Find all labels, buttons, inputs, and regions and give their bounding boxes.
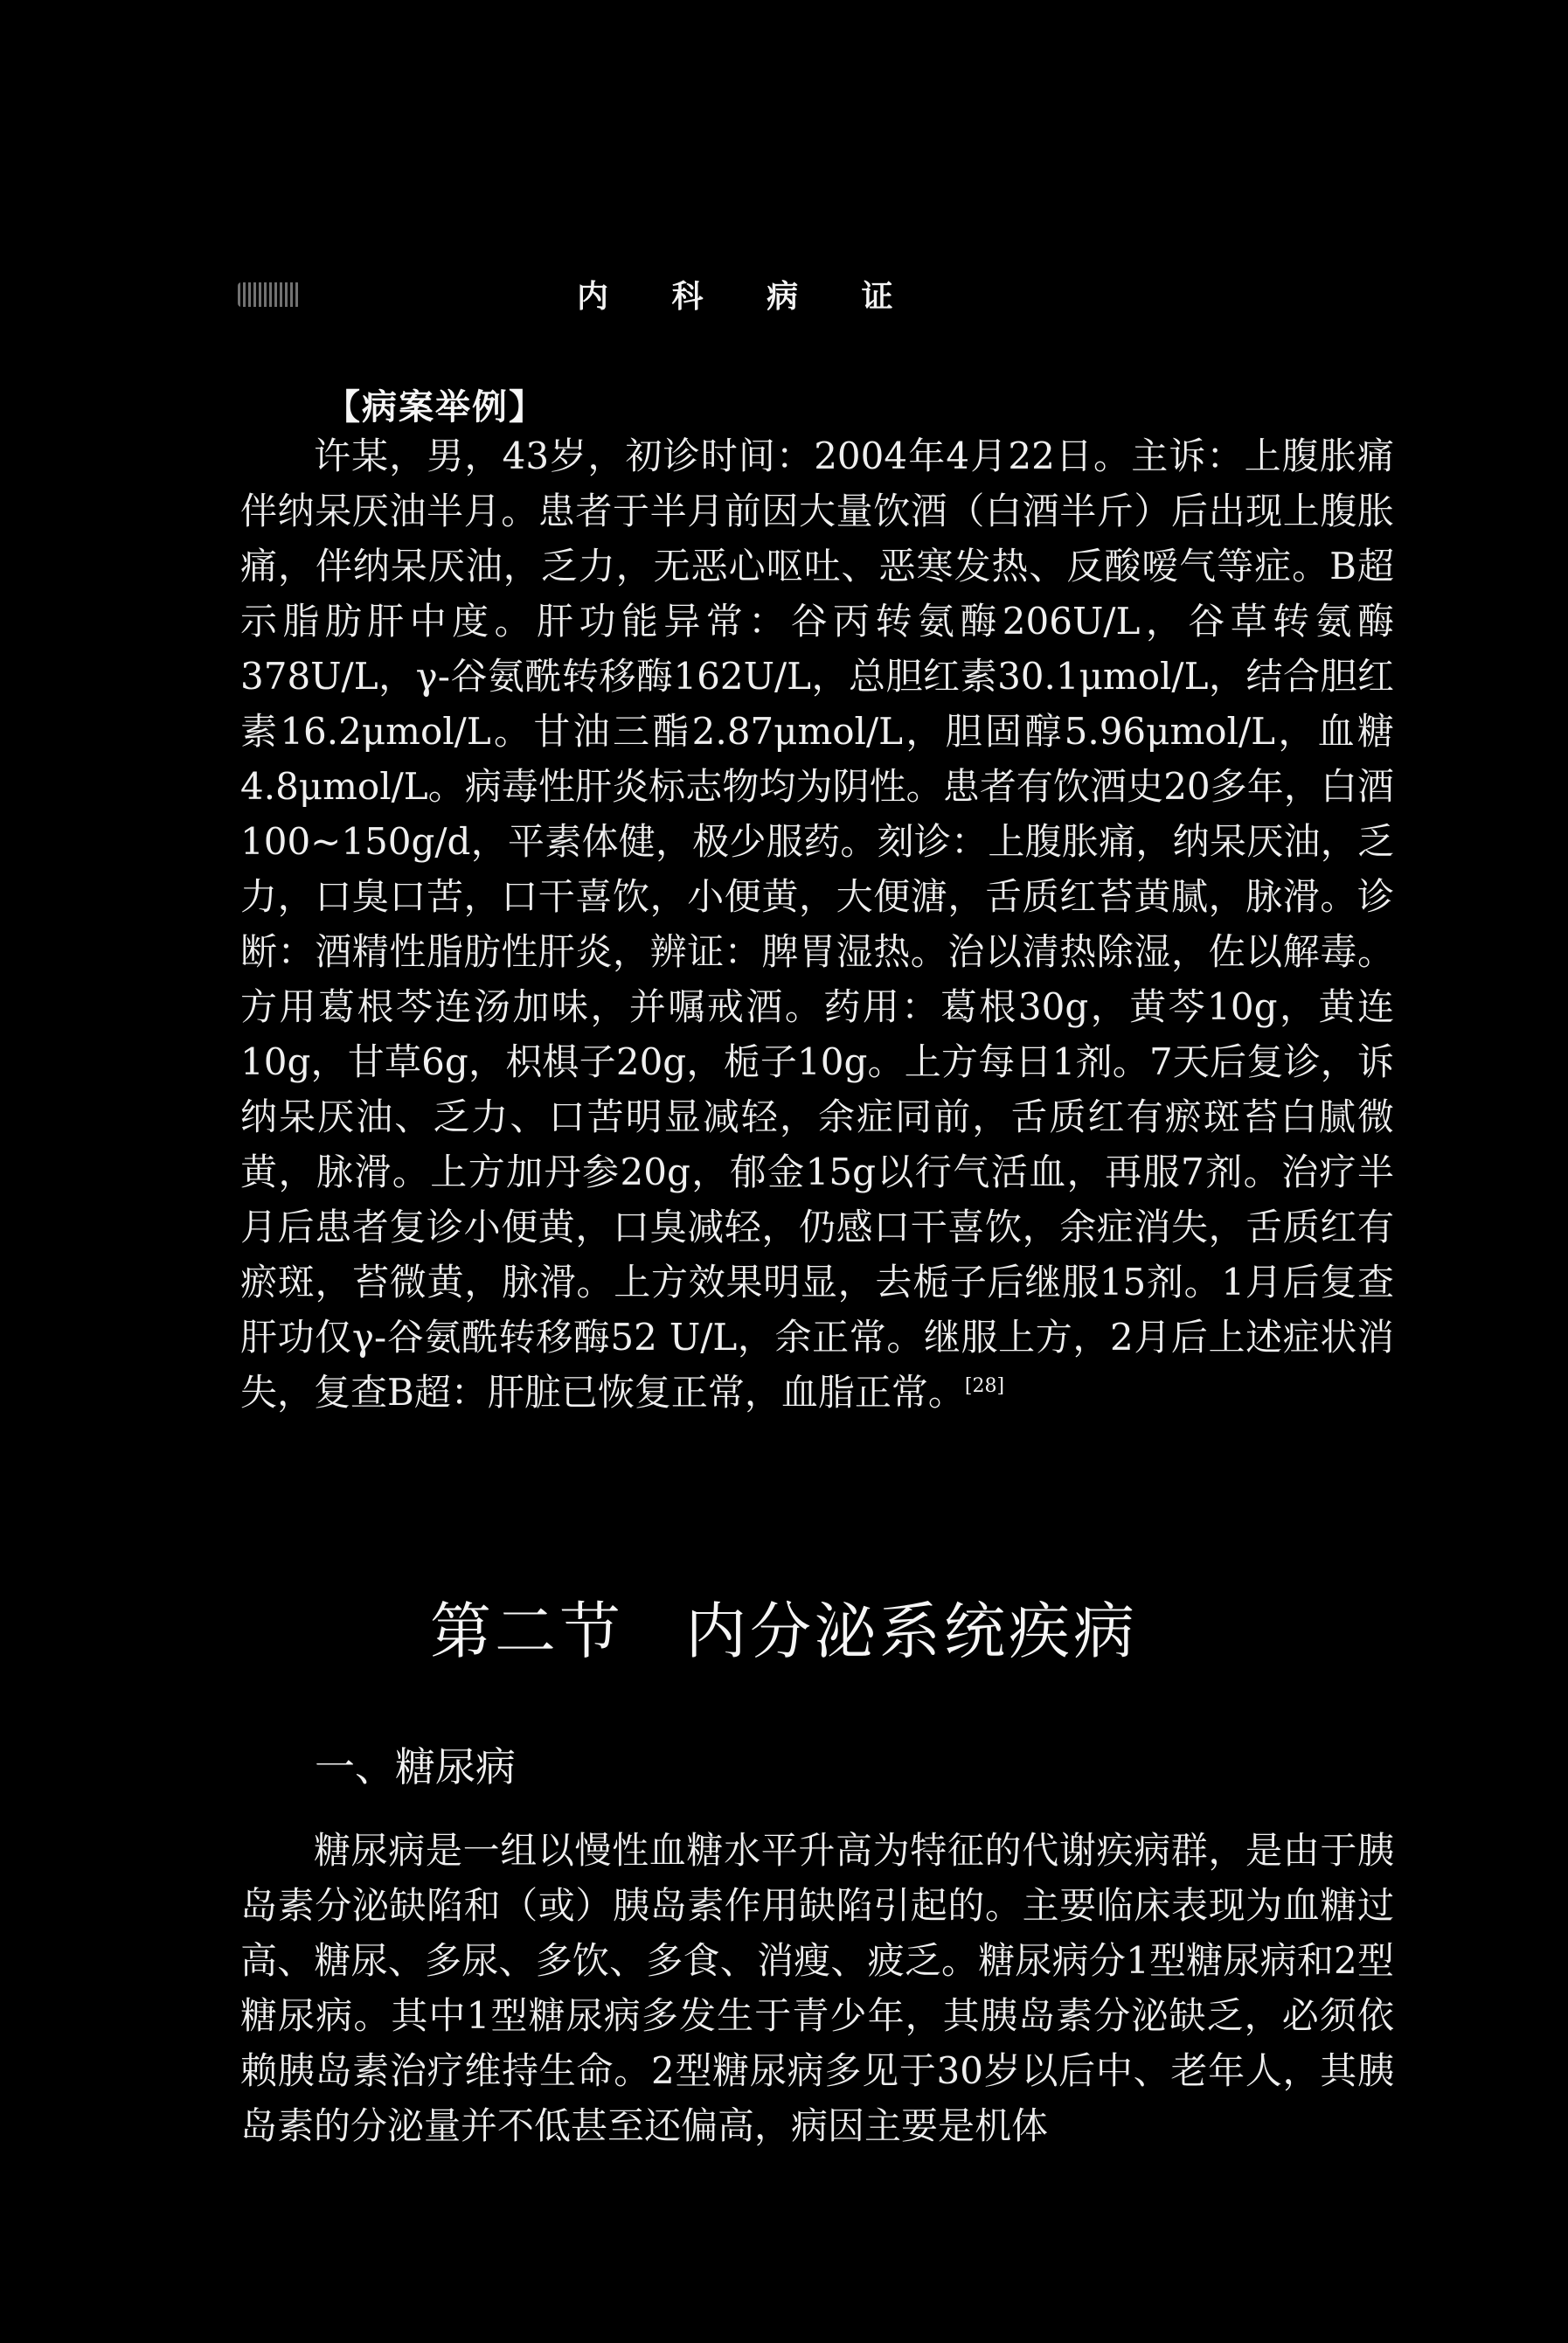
section-name: 内分泌系统疾病: [685, 1596, 1138, 1667]
running-head: 内 科 病 证: [577, 279, 919, 315]
case-example-heading: 【病案举例】: [325, 387, 545, 428]
citation-marker: [28]: [964, 1375, 1005, 1397]
page-number-smudge: [238, 282, 301, 307]
diabetes-intro-paragraph: 糖尿病是一组以慢性血糖水平升高为特征的代谢疾病群，是由于胰岛素分泌缺陷和（或）胰岛素作用缺陷引起的。主要临床表现为血糖过高、糖尿、多尿、多饮、多食、消瘦、疲乏。糖尿病分1型糖尿病和2型糖尿病。其中1型糖尿病多发生于青少年，其胰岛素分泌缺乏，必须依赖胰岛素治疗维持生命。2型糖尿病多见于30岁以后中、老年人，其胰岛素的分泌量并不低甚至还偏高，病因主要是机体: [240, 1829, 1394, 2147]
page-header: [0, 267, 1568, 319]
section-title: [0, 1582, 1568, 1671]
case-example-paragraph: [240, 428, 1394, 1420]
subsection-title: 一、糖尿病: [315, 1743, 516, 1790]
case-example-text: 许某，男，43岁，初诊时间：2004年4月22日。主诉：上腹胀痛伴纳呆厌油半月。患者于半月前因大量饮酒（白酒半斤）后出现上腹胀痛，伴纳呆厌油，乏力，无恶心呕吐、恶寒发热、反酸嗳气等症。B超示脂肪肝中度。肝功能异常：谷丙转氨酶206U/L，谷草转氨酶378U/L，γ-谷氨酰转移酶162U/L，总胆红素30.1μmol/L，结合胆红素16.2μmol/L。甘油三酯2.87μmol/L，胆固醇5.96μmol/L，血糖4.8μmol/L。病毒性肝炎标志物均为阴性。患者有饮酒史20多年，白酒100~150g/d，平素体健，极少服药。刻诊：上腹胀痛，纳呆厌油，乏力，口臭口苦，口干喜饮，小便黄，大便溏，舌质红苔黄腻，脉滑。诊断：酒精性脂肪性肝炎，辨证：脾胃湿热。治以清热除湿，佐以解毒。方用葛根芩连汤加味，并嘱戒酒。药用：葛根30g，黄芩10g，黄连10g，甘草6g，枳椇子20g，栀子10g。上方每日1剂。7天后复诊，诉纳呆厌油、乏力、口苦明显减轻，余症同前，舌质红有瘀斑苔白腻微黄，脉滑。上方加丹参20g，郁金15g以行气活血，再服7剂。治疗半月后患者复诊小便黄，口臭减轻，仍感口干喜饮，余症消失，舌质红有瘀斑，苔微黄，脉滑。上方效果明显，去栀子后继服15剂。1月后复查肝功仅γ-谷氨酰转移酶52 U/L，余正常。继服上方，2月后上述症状消失，复查B超：肝脏已恢复正常，血脂正常。: [240, 435, 1394, 1414]
section-number: 第二节: [430, 1596, 624, 1667]
